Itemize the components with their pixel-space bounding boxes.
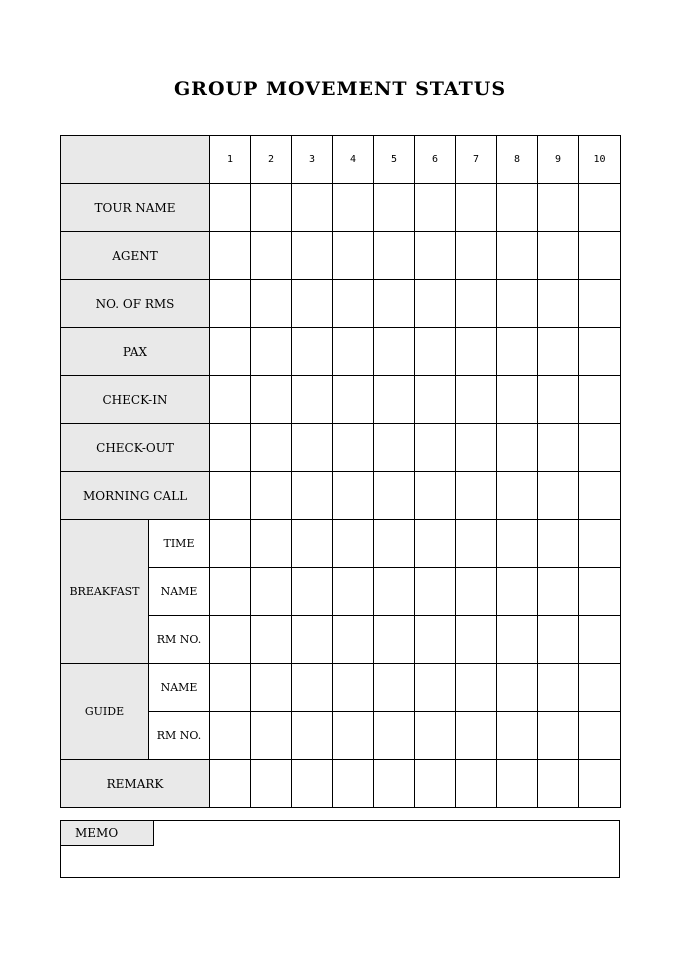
entry-cell[interactable] bbox=[579, 664, 621, 712]
entry-cell[interactable] bbox=[292, 280, 333, 328]
entry-cell[interactable] bbox=[374, 712, 415, 760]
entry-cell[interactable] bbox=[497, 520, 538, 568]
entry-cell[interactable] bbox=[538, 472, 579, 520]
entry-cell[interactable] bbox=[374, 664, 415, 712]
entry-cell[interactable] bbox=[415, 376, 456, 424]
entry-cell[interactable] bbox=[251, 376, 292, 424]
entry-cell[interactable] bbox=[374, 328, 415, 376]
entry-cell[interactable] bbox=[538, 184, 579, 232]
entry-cell[interactable] bbox=[251, 424, 292, 472]
sub-label-breakfast-name: NAME bbox=[149, 568, 210, 616]
corner-cell bbox=[61, 136, 210, 184]
entry-cell[interactable] bbox=[210, 616, 251, 664]
entry-cell[interactable] bbox=[251, 184, 292, 232]
entry-cell[interactable] bbox=[456, 616, 497, 664]
entry-cell[interactable] bbox=[538, 664, 579, 712]
entry-cell[interactable] bbox=[210, 664, 251, 712]
entry-cell[interactable] bbox=[251, 232, 292, 280]
entry-cell[interactable] bbox=[538, 712, 579, 760]
entry-cell[interactable] bbox=[292, 520, 333, 568]
column-header-9: 9 bbox=[538, 136, 579, 184]
row-check-in bbox=[61, 376, 621, 424]
entry-cell[interactable] bbox=[415, 712, 456, 760]
entry-cell[interactable] bbox=[210, 472, 251, 520]
entry-cell[interactable] bbox=[251, 616, 292, 664]
entry-cell[interactable] bbox=[374, 472, 415, 520]
entry-cell[interactable] bbox=[333, 520, 374, 568]
entry-cell[interactable] bbox=[292, 760, 333, 808]
entry-cell[interactable] bbox=[415, 184, 456, 232]
entry-cell[interactable] bbox=[497, 232, 538, 280]
entry-cell[interactable] bbox=[292, 424, 333, 472]
entry-cell[interactable] bbox=[210, 184, 251, 232]
entry-cell[interactable] bbox=[456, 664, 497, 712]
entry-cell[interactable] bbox=[538, 424, 579, 472]
entry-cell[interactable] bbox=[579, 376, 621, 424]
entry-cell[interactable] bbox=[292, 712, 333, 760]
entry-cell[interactable] bbox=[374, 232, 415, 280]
row-label-guide: GUIDE bbox=[61, 664, 149, 760]
entry-cell[interactable] bbox=[374, 184, 415, 232]
entry-cell[interactable] bbox=[210, 520, 251, 568]
row-label-morning-call: MORNING CALL bbox=[61, 472, 210, 520]
row-check-out bbox=[61, 424, 621, 472]
entry-cell[interactable] bbox=[210, 376, 251, 424]
column-header-5: 5 bbox=[374, 136, 415, 184]
row-label-agent: AGENT bbox=[61, 232, 210, 280]
entry-cell[interactable] bbox=[415, 328, 456, 376]
page-title: GROUP MOVEMENT STATUS bbox=[173, 78, 507, 100]
entry-cell[interactable] bbox=[374, 520, 415, 568]
row-no-of-rms bbox=[61, 280, 621, 328]
status-table bbox=[60, 135, 621, 808]
entry-cell[interactable] bbox=[374, 376, 415, 424]
row-label-breakfast: BREAKFAST bbox=[61, 520, 149, 664]
entry-cell[interactable] bbox=[579, 184, 621, 232]
column-header-8: 8 bbox=[497, 136, 538, 184]
entry-cell[interactable] bbox=[538, 568, 579, 616]
entry-cell[interactable] bbox=[292, 472, 333, 520]
entry-cell[interactable] bbox=[333, 472, 374, 520]
entry-cell[interactable] bbox=[210, 712, 251, 760]
sub-label-guide-name: NAME bbox=[149, 664, 210, 712]
memo-box[interactable] bbox=[60, 820, 620, 878]
entry-cell[interactable] bbox=[333, 568, 374, 616]
header-row bbox=[61, 136, 621, 184]
row-label-remark: REMARK bbox=[61, 760, 210, 808]
row-label-pax: PAX bbox=[61, 328, 210, 376]
entry-cell[interactable] bbox=[251, 520, 292, 568]
entry-cell[interactable] bbox=[415, 760, 456, 808]
entry-cell[interactable] bbox=[456, 328, 497, 376]
entry-cell[interactable] bbox=[579, 712, 621, 760]
entry-cell[interactable] bbox=[538, 376, 579, 424]
entry-cell[interactable] bbox=[292, 184, 333, 232]
entry-cell[interactable] bbox=[538, 520, 579, 568]
row-label-tour-name: TOUR NAME bbox=[61, 184, 210, 232]
entry-cell[interactable] bbox=[333, 760, 374, 808]
entry-cell[interactable] bbox=[374, 616, 415, 664]
entry-cell[interactable] bbox=[292, 376, 333, 424]
memo-label: MEMO bbox=[61, 821, 154, 846]
entry-cell[interactable] bbox=[333, 328, 374, 376]
entry-cell[interactable] bbox=[415, 568, 456, 616]
entry-cell[interactable] bbox=[456, 184, 497, 232]
sub-label-breakfast-rm-no: RM NO. bbox=[149, 616, 210, 664]
entry-cell[interactable] bbox=[579, 328, 621, 376]
column-header-7: 7 bbox=[456, 136, 497, 184]
entry-cell[interactable] bbox=[210, 328, 251, 376]
entry-cell[interactable] bbox=[538, 760, 579, 808]
row-agent bbox=[61, 232, 621, 280]
entry-cell[interactable] bbox=[497, 376, 538, 424]
entry-cell[interactable] bbox=[415, 424, 456, 472]
entry-cell[interactable] bbox=[497, 760, 538, 808]
entry-cell[interactable] bbox=[456, 760, 497, 808]
entry-cell[interactable] bbox=[497, 328, 538, 376]
entry-cell[interactable] bbox=[251, 568, 292, 616]
entry-cell[interactable] bbox=[251, 712, 292, 760]
column-header-1: 1 bbox=[210, 136, 251, 184]
row-tour-name bbox=[61, 184, 621, 232]
entry-cell[interactable] bbox=[210, 280, 251, 328]
entry-cell[interactable] bbox=[415, 472, 456, 520]
entry-cell[interactable] bbox=[333, 376, 374, 424]
entry-cell[interactable] bbox=[579, 232, 621, 280]
entry-cell[interactable] bbox=[292, 328, 333, 376]
entry-cell[interactable] bbox=[456, 376, 497, 424]
sub-label-guide-rm-no: RM NO. bbox=[149, 712, 210, 760]
row-label-no-of-rms: NO. OF RMS bbox=[61, 280, 210, 328]
entry-cell[interactable] bbox=[292, 232, 333, 280]
entry-cell[interactable] bbox=[415, 664, 456, 712]
row-label-check-in: CHECK-IN bbox=[61, 376, 210, 424]
entry-cell[interactable] bbox=[456, 424, 497, 472]
entry-cell[interactable] bbox=[210, 424, 251, 472]
entry-cell[interactable] bbox=[333, 664, 374, 712]
entry-cell[interactable] bbox=[579, 520, 621, 568]
row-label-check-out: CHECK-OUT bbox=[61, 424, 210, 472]
entry-cell[interactable] bbox=[415, 616, 456, 664]
row-guide-name bbox=[61, 664, 621, 712]
entry-cell[interactable] bbox=[251, 760, 292, 808]
row-morning-call bbox=[61, 472, 621, 520]
entry-cell[interactable] bbox=[497, 712, 538, 760]
entry-cell[interactable] bbox=[374, 424, 415, 472]
entry-cell[interactable] bbox=[251, 664, 292, 712]
entry-cell[interactable] bbox=[333, 184, 374, 232]
column-header-6: 6 bbox=[415, 136, 456, 184]
entry-cell[interactable] bbox=[251, 280, 292, 328]
entry-cell[interactable] bbox=[374, 280, 415, 328]
entry-cell[interactable] bbox=[538, 280, 579, 328]
entry-cell[interactable] bbox=[374, 568, 415, 616]
entry-cell[interactable] bbox=[579, 424, 621, 472]
entry-cell[interactable] bbox=[333, 280, 374, 328]
column-header-4: 4 bbox=[333, 136, 374, 184]
entry-cell[interactable] bbox=[415, 520, 456, 568]
entry-cell[interactable] bbox=[497, 280, 538, 328]
entry-cell[interactable] bbox=[210, 232, 251, 280]
entry-cell[interactable] bbox=[251, 328, 292, 376]
entry-cell[interactable] bbox=[497, 616, 538, 664]
row-remark bbox=[61, 760, 621, 808]
entry-cell[interactable] bbox=[456, 232, 497, 280]
entry-cell[interactable] bbox=[579, 280, 621, 328]
row-breakfast-time bbox=[61, 520, 621, 568]
entry-cell[interactable] bbox=[415, 232, 456, 280]
entry-cell[interactable] bbox=[497, 184, 538, 232]
entry-cell[interactable] bbox=[333, 424, 374, 472]
entry-cell[interactable] bbox=[456, 520, 497, 568]
entry-cell[interactable] bbox=[538, 232, 579, 280]
entry-cell[interactable] bbox=[456, 472, 497, 520]
entry-cell[interactable] bbox=[456, 568, 497, 616]
sub-label-breakfast-time: TIME bbox=[149, 520, 210, 568]
row-pax bbox=[61, 328, 621, 376]
column-header-10: 10 bbox=[579, 136, 621, 184]
entry-cell[interactable] bbox=[333, 616, 374, 664]
entry-cell[interactable] bbox=[333, 712, 374, 760]
entry-cell[interactable] bbox=[579, 568, 621, 616]
entry-cell[interactable] bbox=[292, 616, 333, 664]
entry-cell[interactable] bbox=[292, 568, 333, 616]
entry-cell[interactable] bbox=[579, 472, 621, 520]
entry-cell[interactable] bbox=[251, 472, 292, 520]
entry-cell[interactable] bbox=[538, 328, 579, 376]
entry-cell[interactable] bbox=[538, 616, 579, 664]
entry-cell[interactable] bbox=[292, 664, 333, 712]
entry-cell[interactable] bbox=[456, 712, 497, 760]
entry-cell[interactable] bbox=[579, 616, 621, 664]
column-header-3: 3 bbox=[292, 136, 333, 184]
entry-cell[interactable] bbox=[333, 232, 374, 280]
entry-cell[interactable] bbox=[497, 664, 538, 712]
entry-cell[interactable] bbox=[456, 280, 497, 328]
entry-cell[interactable] bbox=[210, 760, 251, 808]
entry-cell[interactable] bbox=[415, 280, 456, 328]
entry-cell[interactable] bbox=[497, 424, 538, 472]
column-header-2: 2 bbox=[251, 136, 292, 184]
entry-cell[interactable] bbox=[210, 568, 251, 616]
entry-cell[interactable] bbox=[497, 568, 538, 616]
entry-cell[interactable] bbox=[579, 760, 621, 808]
entry-cell[interactable] bbox=[374, 760, 415, 808]
entry-cell[interactable] bbox=[497, 472, 538, 520]
